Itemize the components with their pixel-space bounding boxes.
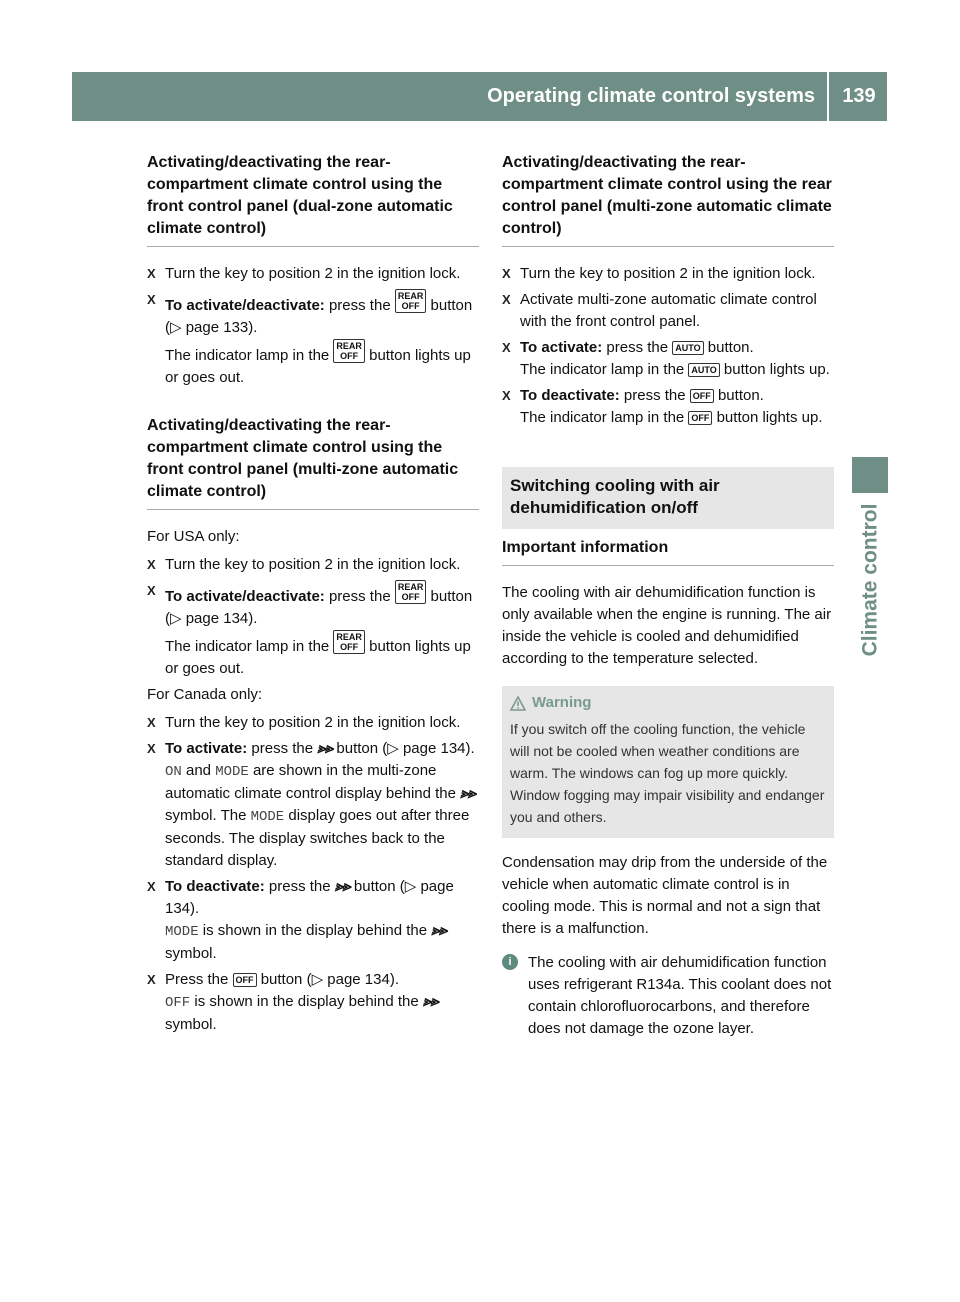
warning-text: If you switch off the cooling function, the vehicle will not be cooled when weather conditions are warm. The windows can fog up more quickly. Window fogging may impair visibility and endanger you and others.: [510, 721, 825, 825]
side-tab-marker: [852, 457, 888, 493]
list-item: X Press the OFF button (▷ page 134). OFF is shown in the display behind the ⪢⪢ symbol.: [147, 971, 438, 1033]
auto-button-icon: AUTO: [672, 341, 703, 355]
step-arrow-icon: X: [147, 583, 156, 598]
side-label-text: Climate control: [858, 503, 882, 657]
step-arrow-icon: X: [147, 879, 156, 894]
rear-off-button-icon: REAR OFF: [395, 580, 427, 604]
off-button-icon: OFF: [688, 411, 712, 425]
fan-button-icon: ⪢⪢: [422, 993, 438, 1010]
list-item: X To deactivate: press the OFF button. The indicator lamp in the OFF button lights up.: [502, 387, 823, 426]
subsection-heading: Important information: [502, 537, 834, 566]
step-arrow-icon: X: [502, 292, 511, 307]
warning-box: [502, 686, 834, 838]
list-item: X Turn the key to position 2 in the ignition lock.: [147, 263, 479, 285]
list-item: X To activate/deactivate: press the REAR OFF button (▷ page 133). The indicator lamp in the REAR OFF button lights up or goes out.: [147, 291, 473, 386]
page-number: 139: [842, 85, 876, 107]
left-column: [147, 152, 479, 1040]
step-arrow-icon: X: [147, 741, 156, 756]
section-heading: Activating/deactivating the rear-compartment climate control using the front control panel (dual-zone automatic climate control): [147, 152, 479, 247]
auto-button-icon: AUTO: [688, 363, 719, 377]
list-item: X Turn the key to position 2 in the ignition lock.: [147, 712, 479, 734]
step-arrow-icon: X: [147, 972, 156, 987]
section-heading: Activating/deactivating the rear-compartment climate control using the front control panel (multi-zone automatic climate control): [147, 415, 479, 510]
step-arrow-icon: X: [147, 715, 156, 730]
body-paragraph: The cooling with air dehumidification function is only available when the engine is running. The air inside the vehicle is cooled and dehumidified according to the temperature selected.: [502, 584, 832, 667]
side-section-label: [852, 495, 888, 665]
fan-button-icon: ⪢⪢: [460, 785, 476, 802]
info-text: The cooling with air dehumidification function uses refrigerant R134a. This coolant does not contain chlorofluorocarbons, and therefore does not damage the ozone layer.: [528, 954, 832, 1037]
region-note: For USA only:: [147, 528, 240, 545]
step-arrow-icon: X: [147, 557, 156, 572]
list-item: X Activate multi-zone automatic climate control with the front control panel.: [502, 291, 817, 330]
off-button-icon: OFF: [690, 389, 714, 403]
list-item: X To activate: press the ⪢⪢ button (▷ page 134). ON and MODE are shown in the multi-zone automatic climate control display behind the ⪢⪢ symbol. The MODE display goes out after three seconds. The display switches back to the standard display.: [147, 740, 476, 869]
list-item: X To activate: press the AUTO button. The indicator lamp in the AUTO button lights up.: [502, 339, 830, 378]
fan-button-icon: ⪢⪢: [431, 922, 447, 939]
step-arrow-icon: X: [502, 266, 511, 281]
step-arrow-icon: X: [502, 340, 511, 355]
list-item: X Turn the key to position 2 in the ignition lock.: [147, 554, 479, 576]
warning-triangle-icon: [510, 696, 526, 711]
info-icon: i: [502, 954, 518, 970]
fan-button-icon: ⪢⪢: [317, 740, 333, 757]
list-item: X Turn the key to position 2 in the ignition lock.: [502, 263, 834, 285]
section-heading: Activating/deactivating the rear-compartment climate control using the rear control panel (multi-zone automatic climate control): [502, 152, 834, 247]
page-title: Operating climate control systems: [72, 72, 829, 121]
fan-button-icon: ⪢⪢: [334, 878, 350, 895]
step-arrow-icon: X: [147, 266, 156, 281]
info-note: [502, 952, 834, 1040]
body-paragraph: Condensation may drip from the underside of the vehicle when automatic climate control is in cooling mode. This is normal and not a sign that there is a malfunction.: [502, 854, 828, 937]
list-item: X To deactivate: press the ⪢⪢ button (▷ page 134). MODE is shown in the display behind the ⪢⪢ symbol.: [147, 878, 454, 962]
rear-off-button-icon: REAR OFF: [333, 630, 365, 654]
step-arrow-icon: X: [502, 388, 511, 403]
step-arrow-icon: X: [147, 292, 156, 307]
rear-off-button-icon: REAR OFF: [395, 289, 427, 313]
region-note: For Canada only:: [147, 686, 263, 703]
right-column: [502, 152, 834, 1040]
list-item: X To activate/deactivate: press the REAR OFF button (▷ page 134). The indicator lamp in the REAR OFF button lights up or goes out.: [147, 582, 473, 677]
shaded-section-heading: Switching cooling with air dehumidification on/off: [502, 467, 834, 529]
header-bar: [72, 72, 887, 121]
warning-label: Warning: [532, 694, 592, 711]
rear-off-button-icon: REAR OFF: [333, 339, 365, 363]
off-button-icon: OFF: [233, 973, 257, 987]
